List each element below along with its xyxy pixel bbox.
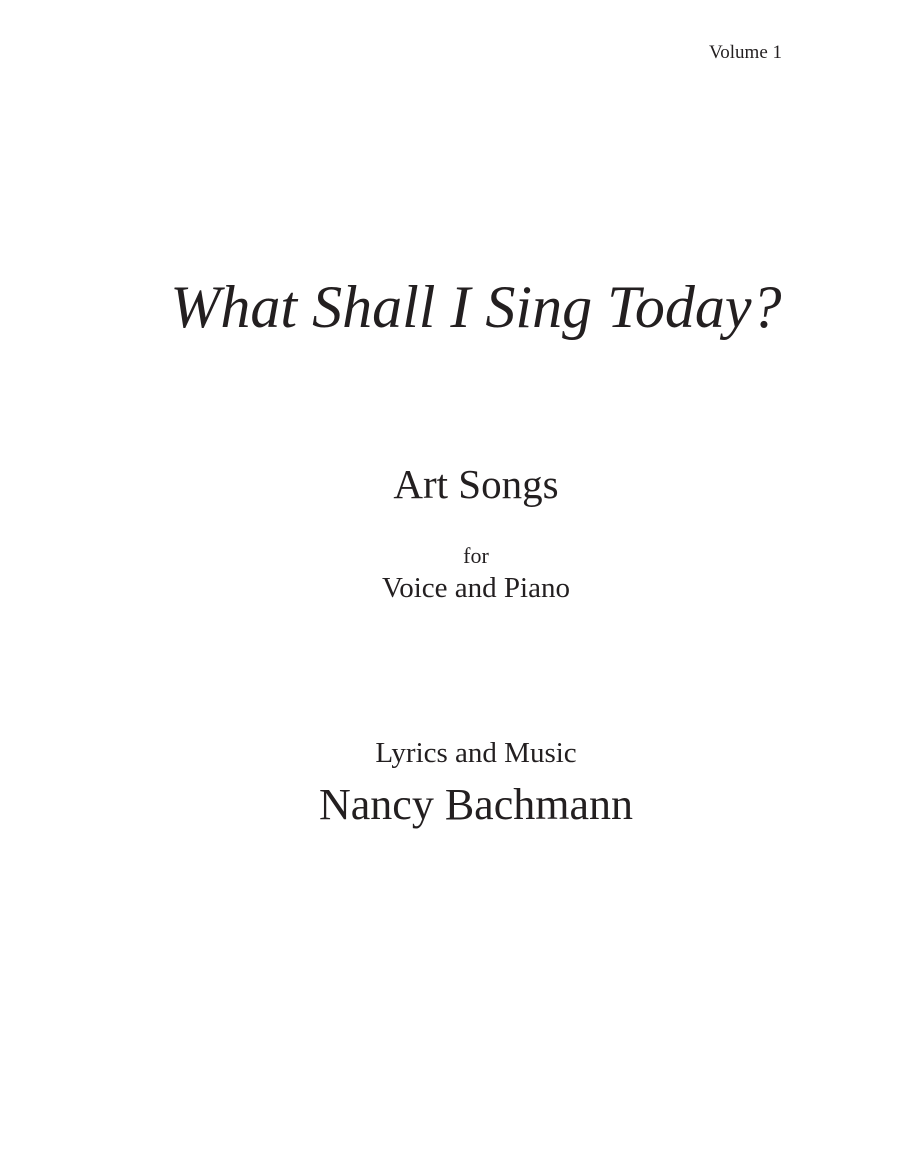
for-text: for: [463, 543, 489, 568]
volume-label: Volume 1: [708, 42, 782, 63]
credit-label: Lyrics and Music: [375, 737, 577, 769]
author-name: Nancy Bachmann: [319, 780, 633, 829]
page-title: What Shall I Sing Today?: [170, 274, 782, 340]
subtitle: Art Songs: [393, 461, 559, 507]
instrumentation: Voice and Piano: [382, 572, 570, 604]
